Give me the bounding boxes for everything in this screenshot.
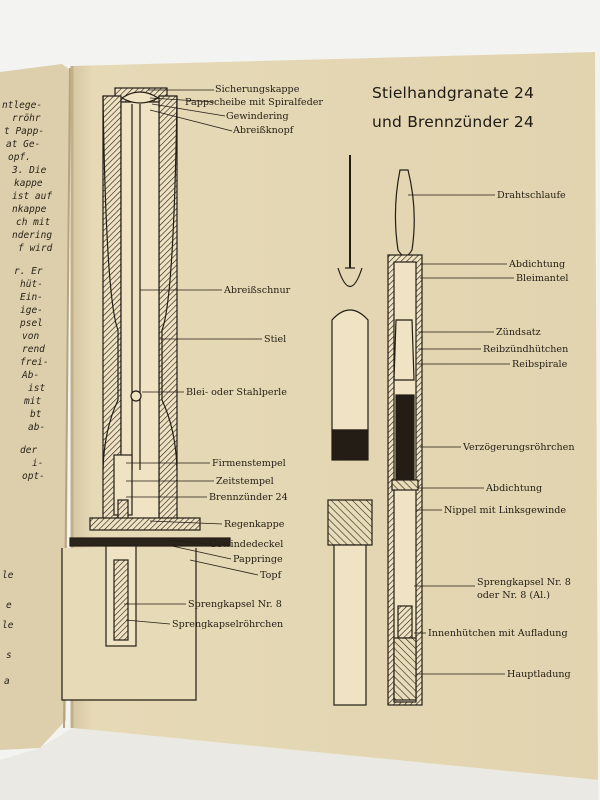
label-sprengkapselroehrchen: Sprengkapselröhrchen <box>172 619 284 630</box>
left-fragment: 3. Die <box>12 165 47 176</box>
left-fragment: a <box>4 676 10 687</box>
label-regenkappe: Regenkappe <box>224 519 285 530</box>
label-zuendsatz: Zündsatz <box>496 327 541 338</box>
label-reibzuendhuetchen: Reibzündhütchen <box>483 344 569 355</box>
left-fragment: t Papp- <box>4 126 45 137</box>
page-title-line-2: und Brennzünder 24 <box>372 113 535 131</box>
left-fragment: f wird <box>18 243 53 254</box>
label-stiel: Stiel <box>264 334 287 345</box>
label-sprengkapsel-al: oder Nr. 8 (Al.) <box>477 590 550 601</box>
left-fragment: ige- <box>20 305 43 316</box>
left-fragment: Ab- <box>22 370 40 381</box>
left-fragment: opt- <box>22 471 45 482</box>
left-fragment: i- <box>32 458 44 469</box>
label-zeitstempel: Zeitstempel <box>216 476 274 487</box>
label-innenhuetchen: Innenhütchen mit Aufladung <box>428 628 568 639</box>
left-fragment: ntlege- <box>2 100 43 111</box>
left-fragment: mit <box>24 396 42 407</box>
left-fragment: at Ge- <box>6 139 41 150</box>
label-sprengkapsel: Sprengkapsel Nr. 8 <box>188 599 282 610</box>
left-fragment: ab- <box>28 422 46 433</box>
left-fragment: rröhr <box>12 113 41 124</box>
label-abdichtung-bottom: Abdichtung <box>486 483 543 494</box>
label-brennzuender: Brennzünder 24 <box>209 492 288 503</box>
label-abreissschnur: Abreißschnur <box>224 285 291 296</box>
left-fragment: hüt- <box>20 279 43 290</box>
label-gewindering: Gewindering <box>226 111 289 122</box>
left-fragment: kappe <box>14 178 43 189</box>
left-fragment: ch mit <box>16 217 51 228</box>
label-gewindedeckel: Gewindedeckel <box>209 539 284 550</box>
label-pappringe: Pappringe <box>233 554 283 565</box>
label-pappscheibe: Pappscheibe mit Spiralfeder <box>185 97 323 108</box>
label-firmenstempel: Firmenstempel <box>212 458 286 469</box>
left-fragment: opf. <box>8 152 31 163</box>
label-abreissknopf: Abreißknopf <box>233 125 294 136</box>
label-topf: Topf <box>260 570 282 581</box>
left-fragment: ist auf <box>12 191 53 202</box>
left-fragment: r. Er <box>14 266 43 277</box>
label-perle: Blei- oder Stahlperle <box>186 387 287 398</box>
left-fragment: nkappe <box>12 204 47 215</box>
label-drahtschlaufe: Drahtschlaufe <box>497 190 566 201</box>
label-verzoegerungsroehrchen: Verzögerungsröhrchen <box>463 442 575 453</box>
label-reibspirale: Reibspirale <box>512 359 568 370</box>
label-bleimantel: Bleimantel <box>516 273 569 284</box>
left-fragment: ndering <box>12 230 53 241</box>
left-fragment: le <box>2 620 14 631</box>
left-fragment: der <box>20 445 38 456</box>
left-fragment: rend <box>22 344 45 355</box>
page-title-line-1: Stielhandgranate 24 <box>372 84 535 102</box>
label-hauptladung: Hauptladung <box>507 669 571 680</box>
left-fragment: ist <box>28 383 46 394</box>
label-nippel: Nippel mit Linksgewinde <box>444 505 567 516</box>
left-fragment: von <box>22 331 40 342</box>
left-fragment: psel <box>20 318 43 329</box>
label-sicherungskappe: Sicherungskappe <box>215 84 300 95</box>
left-fragment: Ein- <box>20 292 43 303</box>
left-fragment: e <box>6 600 12 611</box>
label-sprengkapsel-nr8: Sprengkapsel Nr. 8 <box>477 577 571 588</box>
left-fragment: bt <box>30 409 42 420</box>
label-abdichtung-top: Abdichtung <box>509 259 566 270</box>
left-fragment: s <box>6 650 12 661</box>
left-fragment: frei- <box>20 357 49 368</box>
left-fragment: le <box>2 570 14 581</box>
